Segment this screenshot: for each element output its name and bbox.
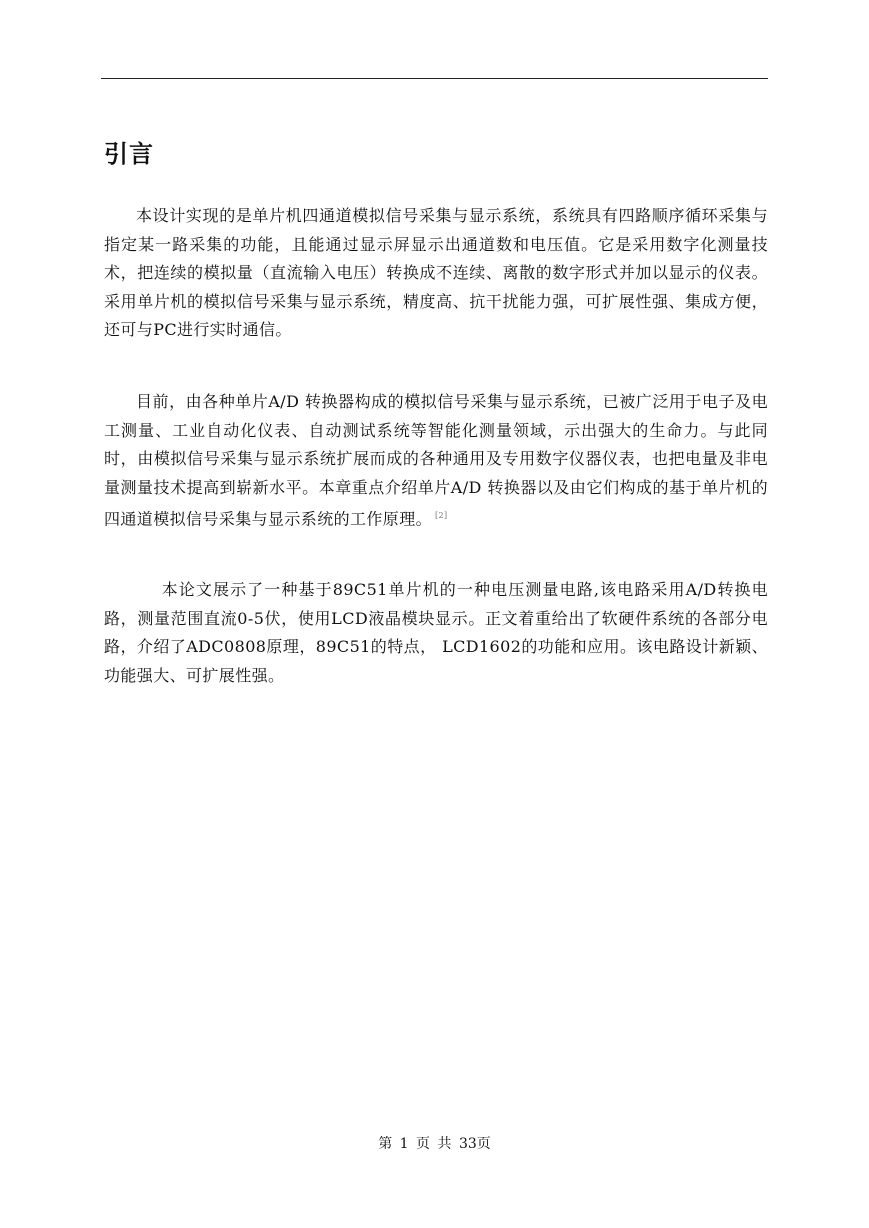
citation-marker[interactable]: [2]: [435, 511, 448, 521]
page-footer: 第 1 页 共 33页: [378, 1136, 491, 1152]
paragraph-text: 本设计实现的是单片机四通道模拟信号采集与显示系统，系统具有四路顺序循环采集与指定某一路采集的功能，且能通过显示屏显示出通道数和电压值。它是采用数字化测量技术，把连续的模拟量（直流输入电压）转换成不连续、离散的数字形式并加以显示的仪表。采用单片机的模拟信号采集与显示系统，精度高、抗干扰能力强，可扩展性强、集成方便，还可与PC进行实时通信。: [104, 206, 768, 340]
paragraph-2: [104, 388, 768, 534]
section-heading: 引言: [104, 140, 154, 168]
paragraph-1: [104, 202, 768, 345]
paragraph-3: [104, 576, 768, 690]
paragraph-text: 目前，由各种单片A/D 转换器构成的模拟信号采集与显示系统，已被广泛用于电子及电工测量、工业自动化仪表、自动测试系统等智能化测量领域，示出强大的生命力。与此同时，由模拟信号采集与显示系统扩展而成的各种通用及专用数字仪器仪表，也把电量及非电量测量技术提高到崭新水平。本章重点介绍单片A/D 转换器以及由它们构成的基于单片机的四通道模拟信号采集与显示系统的工作原理。: [104, 392, 768, 529]
paragraph-text: 本论文展示了一种基于89C51单片机的一种电压测量电路,该电路采用A/D转换电路，测量范围直流0-5伏，使用LCD液晶模块显示。正文着重给出了软硬件系统的各部分电路，介绍了ADC0808原理，89C51的特点， LCD1602的功能和应用。该电路设计新颖、功能强大、可扩展性强。: [104, 580, 768, 685]
header-rule: [101, 78, 768, 79]
